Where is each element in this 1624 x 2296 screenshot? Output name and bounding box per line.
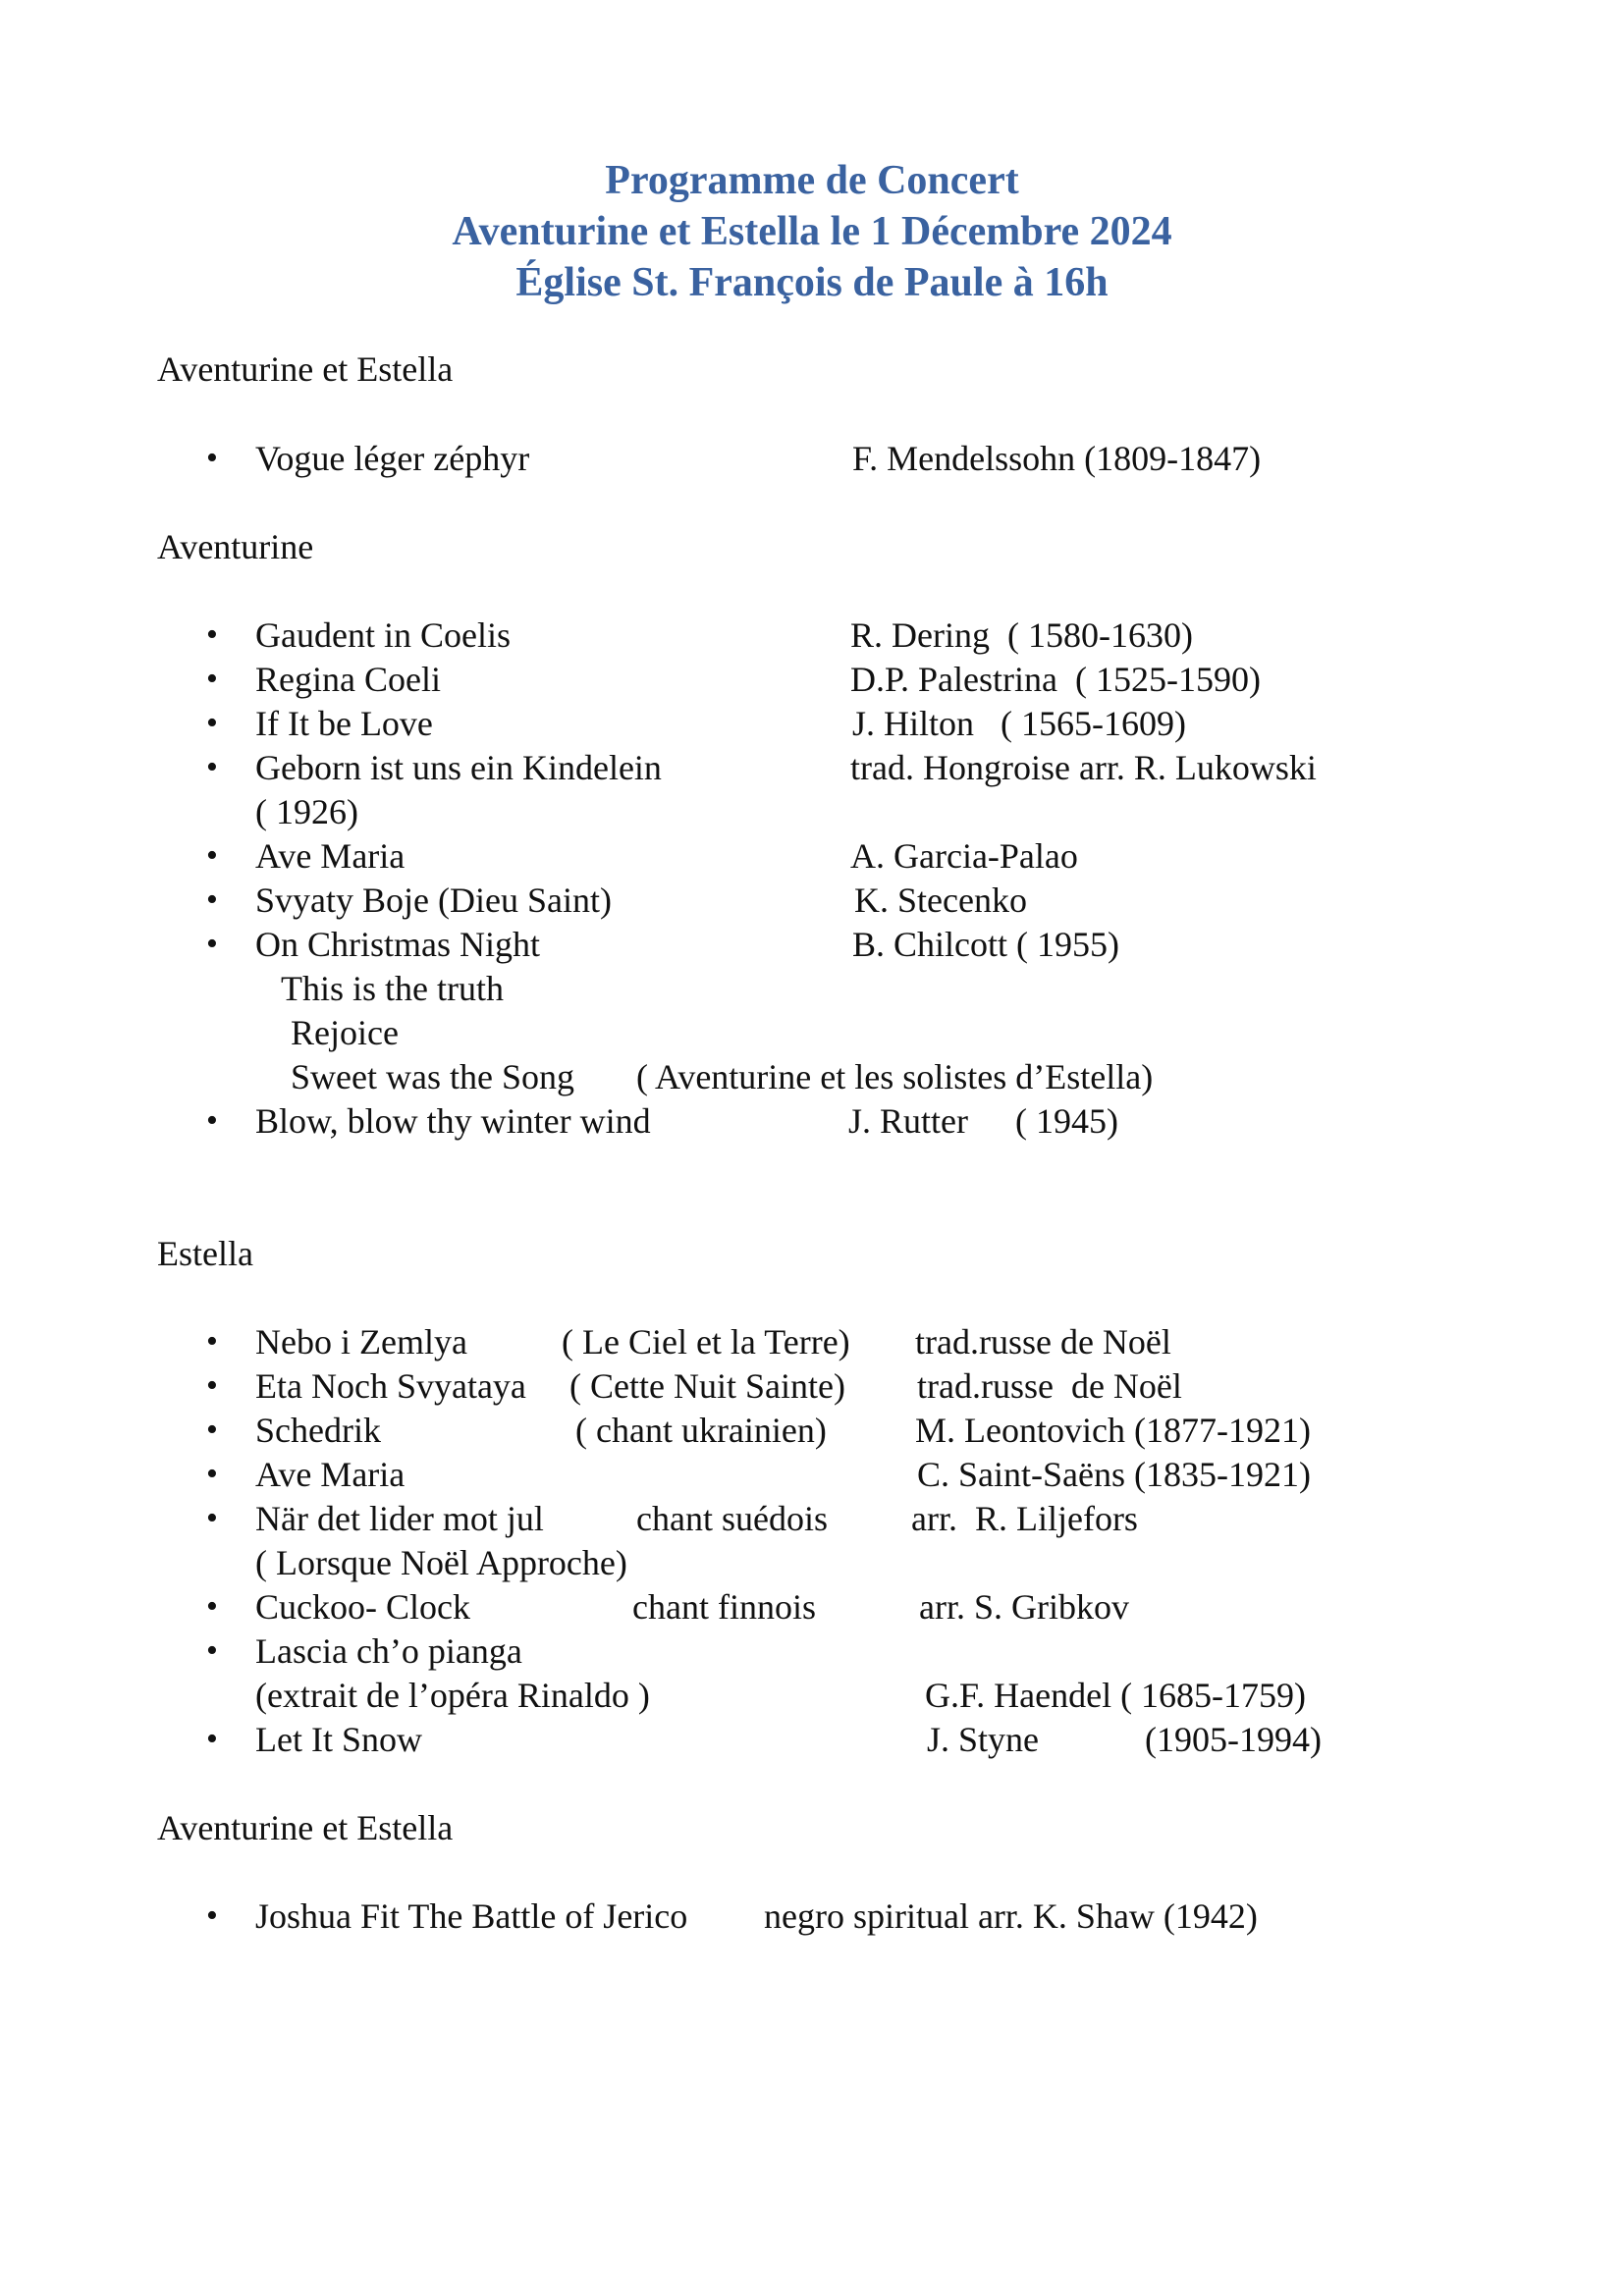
bullet-icon: • bbox=[206, 1323, 218, 1360]
bullet-icon: • bbox=[206, 616, 218, 653]
piece-composer: arr. S. Gribkov bbox=[919, 1587, 1129, 1627]
piece-title-continuation: (extrait de l’opéra Rinaldo ) bbox=[255, 1676, 650, 1715]
piece-composer: trad.russe de Noël bbox=[915, 1322, 1171, 1362]
bullet-icon: • bbox=[206, 1721, 218, 1757]
bullet-icon: • bbox=[206, 705, 218, 741]
piece-title: Joshua Fit The Battle of Jerico bbox=[255, 1896, 688, 1936]
sub-piece: Rejoice bbox=[291, 1013, 399, 1052]
piece-title: Lascia ch’o pianga bbox=[255, 1631, 522, 1671]
piece-title: Schedrik bbox=[255, 1411, 381, 1450]
piece-title-continuation: ( 1926) bbox=[255, 792, 358, 831]
piece-composer: R. Dering ( 1580-1630) bbox=[850, 615, 1193, 655]
piece-title: On Christmas Night bbox=[255, 925, 541, 964]
piece-composer: J. Hilton ( 1565-1609) bbox=[852, 704, 1186, 743]
bullet-icon: • bbox=[206, 661, 218, 697]
piece-title: Ave Maria bbox=[255, 836, 406, 876]
piece-title: När det lider mot jul bbox=[255, 1499, 544, 1538]
title-line-2: Aventurine et Estella le 1 Décembre 2024 bbox=[452, 209, 1172, 254]
piece-note: ( Le Ciel et la Terre) bbox=[562, 1322, 850, 1362]
programme-title bbox=[0, 155, 1624, 308]
piece-title: Eta Noch Svyataya bbox=[255, 1366, 526, 1406]
bullet-icon: • bbox=[206, 1367, 218, 1404]
piece-composer: J. Rutter bbox=[848, 1101, 968, 1141]
piece-composer: arr. R. Liljefors bbox=[911, 1499, 1138, 1538]
piece-composer: F. Mendelssohn (1809-1847) bbox=[852, 439, 1262, 478]
piece-title-continuation: ( Lorsque Noël Approche) bbox=[255, 1543, 627, 1582]
piece-title: Ave Maria bbox=[255, 1455, 406, 1494]
piece-composer: negro spiritual arr. K. Shaw (1942) bbox=[764, 1896, 1258, 1936]
piece-title: Cuckoo- Clock bbox=[255, 1587, 470, 1627]
piece-title: Gaudent in Coelis bbox=[255, 615, 511, 655]
piece-note: ( Cette Nuit Sainte) bbox=[569, 1366, 845, 1406]
piece-title: Regina Coeli bbox=[255, 660, 441, 699]
bullet-icon: • bbox=[206, 1102, 218, 1139]
title-line-3: Église St. François de Paule à 16h bbox=[515, 260, 1109, 305]
piece-title: Vogue léger zéphyr bbox=[255, 439, 530, 478]
bullet-icon: • bbox=[206, 1632, 218, 1669]
piece-composer: C. Saint-Saëns (1835-1921) bbox=[917, 1455, 1311, 1494]
bullet-icon: • bbox=[206, 749, 218, 785]
piece-dates: ( 1945) bbox=[1015, 1101, 1118, 1141]
piece-composer: J. Styne bbox=[927, 1720, 1040, 1759]
title-line-1: Programme de Concert bbox=[605, 158, 1019, 203]
section-heading: Estella bbox=[157, 1234, 253, 1273]
piece-note: chant finnois bbox=[632, 1587, 816, 1627]
bullet-icon: • bbox=[206, 1456, 218, 1492]
bullet-icon: • bbox=[206, 881, 218, 918]
piece-note: ( chant ukrainien) bbox=[575, 1411, 827, 1450]
piece-title: Geborn ist uns ein Kindelein bbox=[255, 748, 662, 787]
sub-piece: Sweet was the Song bbox=[291, 1057, 574, 1096]
piece-composer: K. Stecenko bbox=[854, 881, 1027, 920]
bullet-icon: • bbox=[206, 837, 218, 874]
bullet-icon: • bbox=[206, 926, 218, 962]
piece-composer: M. Leontovich (1877-1921) bbox=[915, 1411, 1311, 1450]
bullet-icon: • bbox=[206, 1897, 218, 1934]
piece-title: Blow, blow thy winter wind bbox=[255, 1101, 651, 1141]
piece-note: chant suédois bbox=[636, 1499, 828, 1538]
piece-composer: trad. Hongroise arr. R. Lukowski bbox=[850, 748, 1317, 787]
section-heading: Aventurine et Estella bbox=[157, 349, 454, 389]
piece-composer: D.P. Palestrina ( 1525-1590) bbox=[850, 660, 1261, 699]
performer-note: ( Aventurine et les solistes d’Estella) bbox=[636, 1057, 1154, 1096]
piece-composer: A. Garcia-Palao bbox=[850, 836, 1078, 876]
piece-composer: B. Chilcott ( 1955) bbox=[852, 925, 1119, 964]
piece-title: Svyaty Boje (Dieu Saint) bbox=[255, 881, 612, 920]
piece-title: Nebo i Zemlya bbox=[255, 1322, 467, 1362]
piece-dates: (1905-1994) bbox=[1145, 1720, 1322, 1759]
bullet-icon: • bbox=[206, 440, 218, 476]
bullet-icon: • bbox=[206, 1588, 218, 1625]
piece-composer: G.F. Haendel ( 1685-1759) bbox=[925, 1676, 1307, 1715]
piece-title: If It be Love bbox=[255, 704, 433, 743]
sub-piece: This is the truth bbox=[281, 969, 504, 1008]
bullet-icon: • bbox=[206, 1500, 218, 1536]
section-heading: Aventurine bbox=[157, 527, 314, 566]
piece-title: Let It Snow bbox=[255, 1720, 422, 1759]
bullet-icon: • bbox=[206, 1412, 218, 1448]
section-heading: Aventurine et Estella bbox=[157, 1808, 454, 1847]
piece-composer: trad.russe de Noël bbox=[917, 1366, 1182, 1406]
